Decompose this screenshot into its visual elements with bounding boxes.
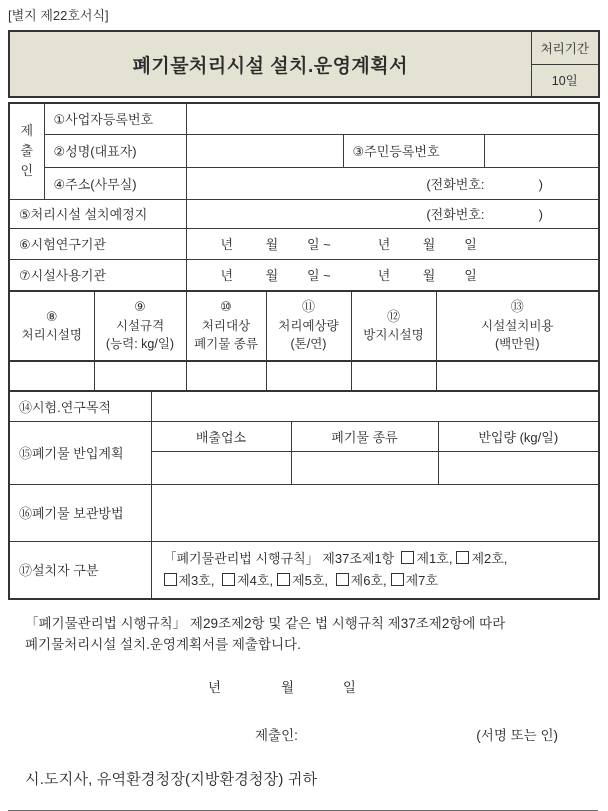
- col-target-waste: ⑩ 처리대상 폐기물 종류: [186, 291, 266, 361]
- checkbox-icon[interactable]: [336, 573, 349, 586]
- use-org-label: ⑦시설사용기관: [9, 259, 186, 291]
- addressee-line: 시.도지사, 유역환경청장(지방환경청장) 귀하: [25, 770, 318, 788]
- col-discharge-business: 배출업소: [151, 421, 291, 451]
- biz-reg-no-label: ①사업자등록번호: [44, 103, 186, 134]
- research-org-label: ⑥시험연구기관: [9, 228, 186, 259]
- installer-prefix: 「폐기물관리법 시행규칙」 제37조제1항: [163, 550, 395, 566]
- col-install-cost: ⑬ 시설설치비용 (백만원): [436, 291, 599, 361]
- checkbox-icon[interactable]: [391, 573, 404, 586]
- checkbox-icon[interactable]: [222, 573, 235, 586]
- use-org-dates-field[interactable]: 년 월 일 ~ 년 월 일: [186, 259, 599, 291]
- processing-period-value: 10일: [531, 64, 599, 97]
- submitter-line: [8, 724, 598, 744]
- checkbox-icon[interactable]: [277, 573, 290, 586]
- signature-note: (서명 또는 인): [476, 727, 558, 743]
- resident-no-field[interactable]: [484, 134, 599, 167]
- intake-amount-field[interactable]: [438, 451, 599, 484]
- submission-statement: [25, 613, 585, 656]
- submission-date-line[interactable]: 년 월 일: [208, 679, 356, 695]
- discharge-business-field[interactable]: [151, 451, 291, 484]
- option-6: 제6호,: [336, 573, 387, 588]
- option-4: 제4호,: [222, 573, 273, 588]
- installer-category-field: [151, 541, 599, 599]
- name-label: ②성명(대표자): [44, 134, 186, 167]
- option-7: 제7호: [391, 573, 438, 588]
- option-1: 제1호,: [401, 551, 452, 566]
- address-label: ④주소(사무실): [44, 167, 186, 199]
- site-field[interactable]: (전화번호: ): [186, 199, 599, 228]
- purpose-label: ⑭시험.연구목적: [9, 391, 151, 421]
- site-label: ⑤처리시설 설치예정지: [9, 199, 186, 228]
- research-org-dates-field[interactable]: 년 월 일 ~ 년 월 일: [186, 228, 599, 259]
- col-facility-name: ⑧ 처리시설명: [9, 291, 94, 361]
- applicant-group-label: 제출인: [9, 103, 44, 199]
- target-waste-field[interactable]: [186, 361, 266, 391]
- facility-name-field[interactable]: [9, 361, 94, 391]
- expected-amount-field[interactable]: [266, 361, 351, 391]
- prevention-facility-field[interactable]: [351, 361, 436, 391]
- option-5: 제5호,: [277, 573, 328, 588]
- checkbox-icon[interactable]: [164, 573, 177, 586]
- col-expected-amount: ⑪ 처리예상량 (톤/연): [266, 291, 351, 361]
- intake-plan-label: ⑮폐기물 반입계획: [9, 421, 151, 484]
- title-table: [8, 30, 600, 98]
- name-field[interactable]: [186, 134, 343, 167]
- statement-line-1: 「폐기물관리법 시행규칙」 제29조제2항 및 같은 법 시행규칙 제37조제2항에 따라: [25, 615, 506, 631]
- col-intake-amount: 반입량 (kg/일): [438, 421, 599, 451]
- option-2: 제2호,: [456, 551, 507, 566]
- processing-period-label: 처리기간: [531, 31, 599, 64]
- facility-table: [8, 290, 600, 392]
- biz-reg-no-field[interactable]: [186, 103, 599, 134]
- col-facility-spec: ⑨ 시설규격 (능력: kg/일): [94, 291, 186, 361]
- col-waste-type: 폐기물 종류: [291, 421, 438, 451]
- statement-line-2: 폐기물처리시설 설치.운영계획서를 제출합니다.: [25, 637, 301, 653]
- form-code: [별지 제22호서식]: [8, 8, 109, 23]
- storage-method-field[interactable]: [151, 484, 599, 541]
- applicant-table: [8, 102, 600, 292]
- option-3: 제3호,: [164, 573, 215, 588]
- waste-type-field[interactable]: [291, 451, 438, 484]
- form-title: 폐기물처리시설 설치.운영계획서: [9, 31, 531, 97]
- checkbox-icon[interactable]: [456, 551, 469, 564]
- col-prevention-facility: ⑫ 방지시설명: [351, 291, 436, 361]
- address-field[interactable]: (전화번호: ): [186, 167, 599, 199]
- submitter-label: 제출인:: [255, 727, 298, 743]
- storage-method-label: ⑯폐기물 보관방법: [9, 484, 151, 541]
- installer-category-label: ⑰설치자 구분: [9, 541, 151, 599]
- resident-no-label: ③주민등록번호: [343, 134, 484, 167]
- checkbox-icon[interactable]: [401, 551, 414, 564]
- facility-spec-field[interactable]: [94, 361, 186, 391]
- purpose-field[interactable]: [151, 391, 599, 421]
- detail-table: [8, 390, 600, 600]
- install-cost-field[interactable]: [436, 361, 599, 391]
